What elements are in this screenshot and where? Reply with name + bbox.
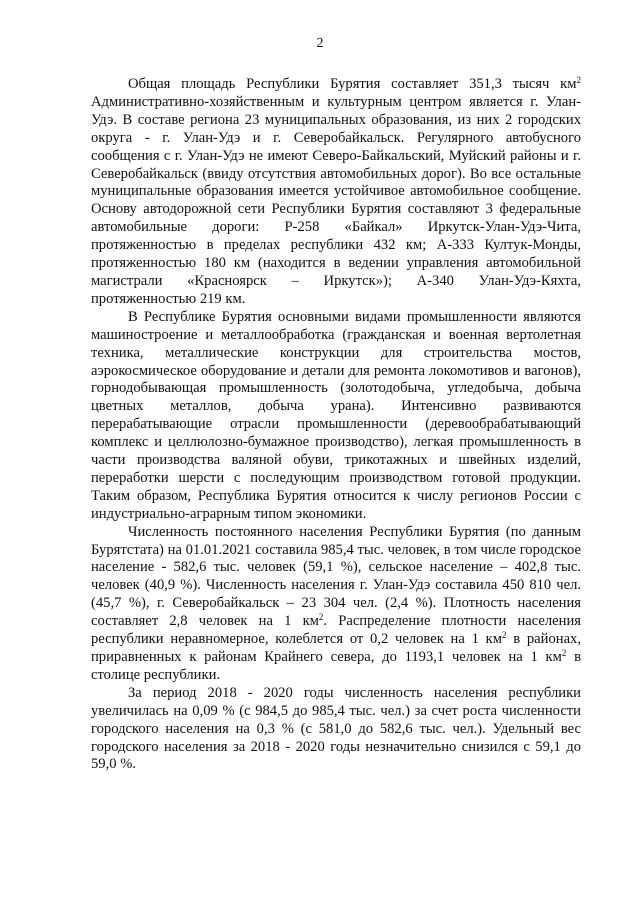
paragraph-text: Общая площадь Республики Бурятия составляет 351,3 тысяч км <box>128 76 577 92</box>
document-body <box>91 76 581 774</box>
paragraph-text: Административно-хозяйственным и культурным центром является г. Улан-Удэ. В составе региона 23 муниципальных образования, из них 2 городских округа - г. Улан-Удэ и г. Северобайкальск. Регулярного автобусного сообщения с г. Улан-Удэ не имеют Северо-Байкальский, Муйский районы и г. Северобайкальск (ввиду отсутствия автомобильных дорог). Во все остальные муниципальные образования имеется устойчивое автомобильное сообщение. Основу автодорожной сети Республики Бурятия составляют 3 федеральные автомобильные дороги: Р-258 «Байкал» Иркутск-Улан-Удэ-Чита, протяженностью в пределах республики 432 км; А-333 Култук-Монды, протяженностью 180 км (находится в ведении управления автомобильной магистрали «Красноярск – Иркутск»); А-340 Улан-Удэ-Кяхта, протяженностью 219 км. <box>91 93 581 307</box>
paragraph-p4 <box>91 685 581 775</box>
paragraph-p2 <box>91 309 581 524</box>
paragraph-text: . Распределение плотности населения республики неравномерное, колеблется от 0,2 человек на 1 км <box>91 613 581 648</box>
superscript: 2 <box>318 612 324 623</box>
page-number: 2 <box>316 36 324 51</box>
paragraph-text: в районах, приравненных к районам Крайнего севера, до 1193,1 человек на 1 км <box>91 631 581 665</box>
paragraph-p3 <box>91 524 581 685</box>
paragraph-text: В Республике Бурятия основными видами промышленности являются машиностроение и металлообработка (гражданская и военная вертолетная техника, металлические конструкции для строительства мостов, аэрокосмическое оборудование и детали для ремонта локомотивов и вагонов), горнодобывающая промышленность (золотодобыча, угледобыча, добыча цветных металлов, добыча урана). Интенсивно развиваются перерабатывающие отрасли промышленности (деревообрабатывающий комплекс и целлюлозно-бумажное производство), легкая промышленность в части производства валяной обуви, трикотажных и швейных изделий, переработки шерсти с последующим производством готовой продукции. Таким образом, Республика Бурятия относится к числу регионов России с индустриально-аграрным типом экономики. <box>91 308 581 522</box>
superscript: 2 <box>561 648 567 658</box>
superscript: 2 <box>501 630 507 641</box>
paragraph-text: в столице республики. <box>91 649 581 683</box>
paragraph-text: За период 2018 - 2020 годы численность населения республики увеличилась на 0,09 % (с 984,5 до 985,4 тыс. чел.) за счет роста численности городского населения на 0,3 % (с 581,0 до 582,6 тыс. чел.). Удельный вес городского населения за 2018 - 2020 годы незначительно снизился с 59,1 до 59,0 %. <box>91 684 581 773</box>
superscript: 2 <box>576 75 581 85</box>
paragraph-text: Численность постоянного населения Республики Бурятия (по данным Бурятстата) на 01.01.2021 составила 985,4 тыс. человек, в том числе городское население - 582,6 тыс. человек (59,1 %), сельское население – 402,8 тыс. человек (40,9 %). Численность населения г. Улан-Удэ составила 450 810 чел. (45,7 %), г. Северобайкальск – 23 304 чел. (2,4 %). Плотность населения составляет 2,8 человек на 1 км <box>91 523 581 630</box>
paragraph-p1 <box>91 76 581 309</box>
